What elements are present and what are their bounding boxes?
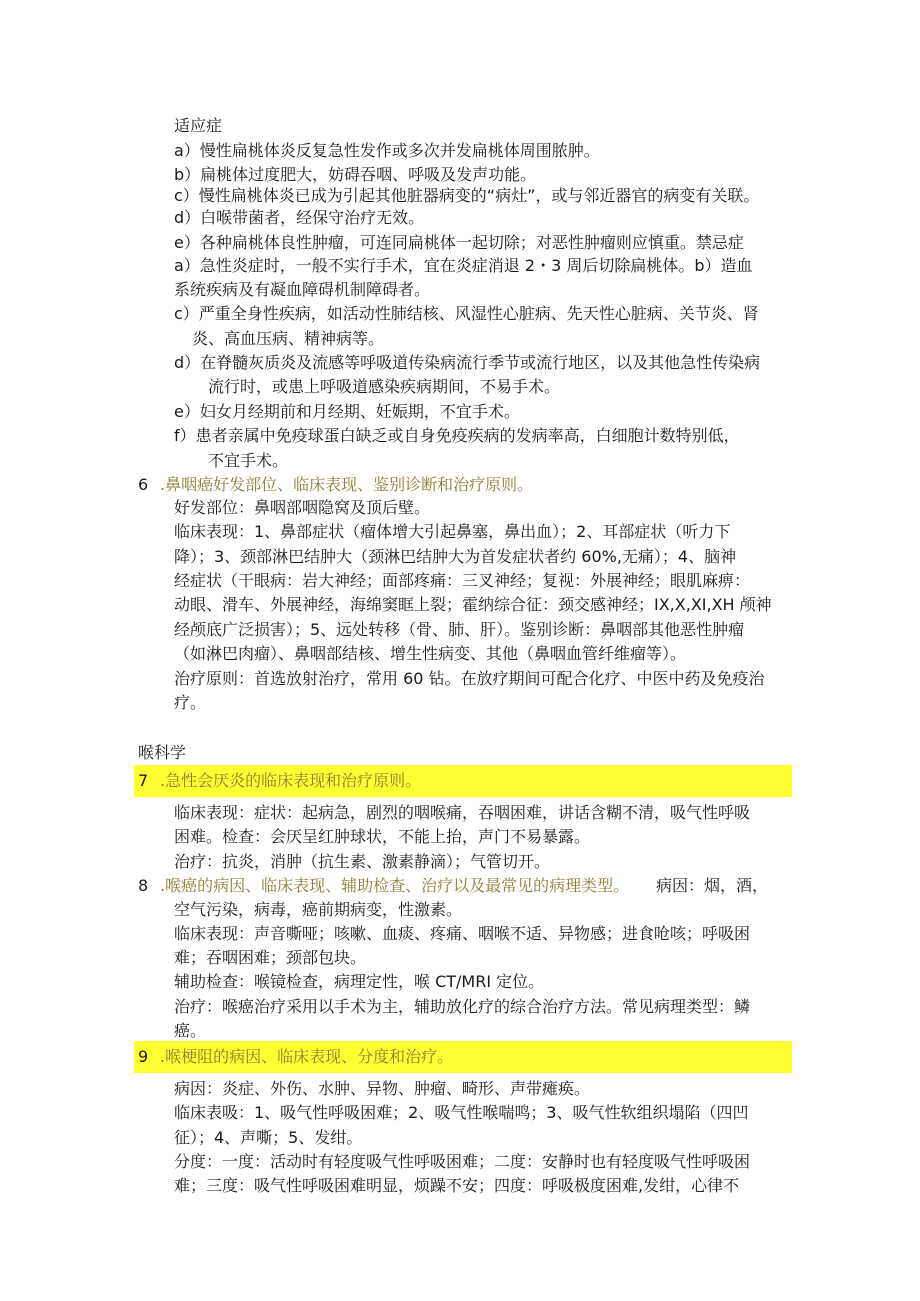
question-6-title: .鼻咽癌好发部位、临床表现、鉴别诊断和治疗原则。 — [160, 475, 534, 494]
contraindication-c: c）严重全身性疾病，如活动性肺结核、风湿性心脏病、先天性心脏病、关节炎、肾 — [174, 304, 759, 323]
q6-clinical-6: （如淋巴肉瘤）、鼻咽部结核、增生性病变、其他（鼻咽血管纤维瘤等）。 — [174, 644, 687, 663]
q9-etiology: 病因：炎症、外伤、水肿、异物、肿瘤、畸形、声带瘫痪。 — [174, 1079, 591, 1098]
q8-treatment-cont: 癌。 — [174, 1021, 207, 1040]
contraindication-b-cont: 系统疾病及有凝血障碍机制障碍者。 — [174, 280, 431, 299]
section-laryngology: 喉科学 — [138, 743, 187, 762]
q9-grading-2: 难；三度：吸气性呼吸困难明显，烦躁不安；四度：呼吸极度困难,发绀，心律不 — [174, 1176, 740, 1195]
contraindication-f: f）患者亲属中免疫球蛋白缺乏或自身免疫疾病的发病率高，白细胞计数特别低， — [174, 426, 740, 445]
indication-e: e）各种扁桃体良性肿瘤，可连同扁桃体一起切除；对恶性肿瘤则应慎重。禁忌症 — [174, 233, 744, 252]
q6-clinical-3: 经症状（干眼病：岩大神经；面部疼痛：三叉神经；复视：外展神经；眼肌麻痹： — [174, 571, 751, 590]
indication-a: a）慢性扁桃体炎反复急性发作或多次并发扁桃体周围脓肿。 — [174, 141, 600, 160]
heading-indications: 适应症 — [174, 116, 223, 135]
question-9-title: .喉梗阻的病因、临床表现、分度和治疗。 — [160, 1047, 454, 1066]
contraindication-f-cont: 不宜手术。 — [208, 451, 289, 470]
contraindication-e: e）妇女月经期前和月经期、妊娠期，不宜手术。 — [174, 402, 520, 421]
q7-treatment: 治疗：抗炎，消肿（抗生素、激素静滴）；气管切开。 — [174, 852, 551, 871]
q9-clinical-1: 临床表吸：1、吸气性呼吸困难；2、吸气性喉喘鸣；3、吸气性软组织塌陷（四凹 — [174, 1103, 749, 1122]
indication-d: d）白喉带菌者，经保守治疗无效。 — [174, 208, 425, 227]
q8-etiology-cont: 空气污染，病毒，癌前期病变，性激素。 — [174, 900, 463, 919]
q8-exam: 辅助检查：喉镜检查，病理定性，喉 CT/MRI 定位。 — [174, 972, 545, 991]
contraindication-c-cont: 炎、高血压病、精神病等。 — [192, 329, 385, 348]
q6-clinical-2: 降）；3、颈部淋巴结肿大（颈淋巴结肿大为首发症状者约 60%,无痛）；4、脑神 — [174, 547, 737, 566]
question-number-7: 7 — [138, 771, 149, 790]
contraindication-d-cont: 流行时，或患上呼吸道感染疾病期间，不易手术。 — [208, 377, 561, 396]
question-number-9: 9 — [138, 1047, 149, 1066]
question-number-6: 6 — [138, 475, 149, 494]
q8-treatment: 治疗：喉癌治疗采用以手术为主，辅助放化疗的综合治疗方法。常见病理类型：鳞 — [174, 997, 751, 1016]
q6-clinical-5: 经颅底广泛损害）；5、远处转移（骨、肺、肝）。鉴别诊断：鼻咽部其他恶性肿瘤 — [174, 620, 745, 639]
q7-clinical-1: 临床表现：症状：起病急，剧烈的咽喉痛，吞咽困难，讲话含糊不清，吸气性呼吸 — [174, 803, 751, 822]
question-8-title: .喉癌的病因、临床表现、辅助检查、治疗以及最常见的病理类型。 — [160, 876, 630, 895]
q6-treatment-cont: 疗。 — [174, 693, 207, 712]
q6-site: 好发部位：鼻咽部咽隐窝及顶后壁。 — [174, 498, 431, 517]
q6-clinical-1: 临床表现：1、鼻部症状（瘤体增大引起鼻塞，鼻出血）；2、耳部症状（听力下 — [174, 522, 731, 541]
indication-c: c）慢性扁桃体炎已成为引起其他脏器病变的“病灶”，或与邻近器官的病变有关联。 — [174, 186, 760, 205]
q6-treatment: 治疗原则：首选放射治疗，常用 60 钻。在放疗期间可配合化疗、中医中药及免疫治 — [174, 669, 765, 688]
q7-clinical-2: 困难。检查：会厌呈红肿球状，不能上抬，声门不易暴露。 — [174, 827, 591, 846]
q9-grading-1: 分度：一度：活动时有轻度吸气性呼吸困难；二度：安静时也有轻度吸气性呼吸困 — [174, 1152, 751, 1171]
q8-etiology-label: 病因：烟，酒， — [656, 876, 769, 895]
q8-clinical-1: 临床表现：声音嘶哑；咳嗽、血痰、疼痛、咽喉不适、异物感；进食呛咳；呼吸困 — [174, 924, 751, 943]
q9-clinical-2: 征）；4、声嘶；5、发绀。 — [174, 1128, 363, 1147]
q6-clinical-4: 动眼、滑车、外展神经，海绵窦眶上裂；霍纳综合征：颈交感神经；IX,X,XI,XH 颅神 — [174, 595, 772, 614]
contraindication-d: d）在脊髓灰质炎及流感等呼吸道传染病流行季节或流行地区，以及其他急性传染病 — [174, 353, 761, 372]
contraindication-a: a）急性炎症时，一般不实行手术，宜在炎症消退 2・3 周后切除扁桃体。b）造血 — [174, 256, 753, 275]
indication-b: b）扁桃体过度肥大，妨碍吞咽、呼吸及发声功能。 — [174, 165, 537, 184]
question-number-8: 8 — [138, 876, 149, 895]
q8-clinical-2: 难；吞咽困难；颈部包块。 — [174, 948, 367, 967]
question-7-title: .急性会厌炎的临床表现和治疗原则。 — [160, 771, 422, 790]
